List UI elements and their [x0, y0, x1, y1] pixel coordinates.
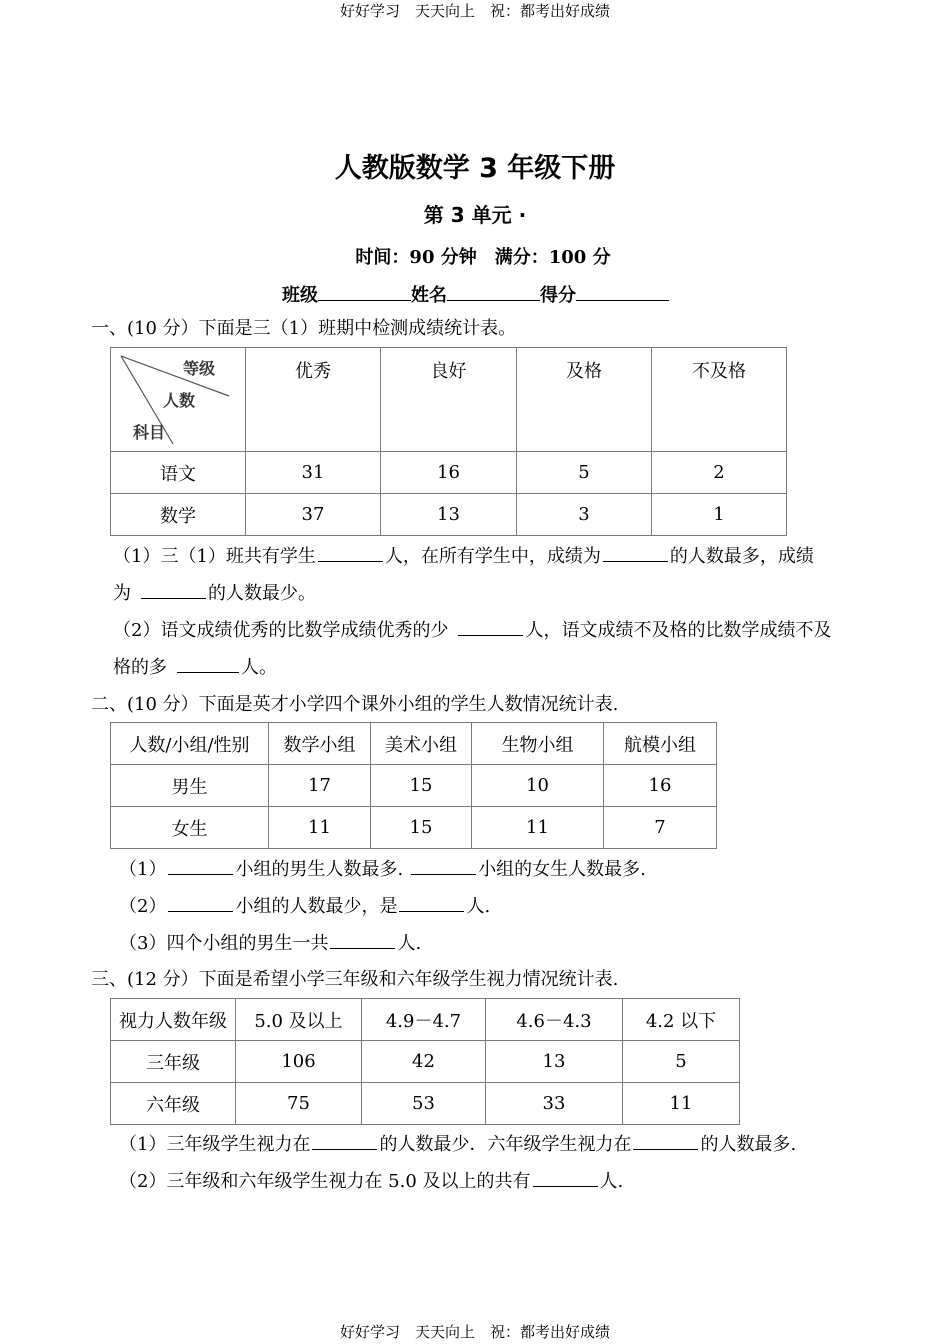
table-cell: 3 — [517, 494, 652, 536]
page-header: 好好学习 天天向上 祝：都考出好成绩 — [339, 2, 610, 20]
q2-sub3-text: 人. — [397, 933, 422, 954]
table-row — [111, 1041, 740, 1083]
q1-col-header: 优秀 — [246, 348, 381, 452]
answer-blank[interactable] — [141, 582, 206, 599]
table-cell: 11 — [623, 1083, 740, 1125]
answer-blank[interactable] — [411, 858, 476, 875]
q2-sub1 — [119, 858, 646, 881]
q2-sub2-text: 小组的人数最少，是 — [235, 896, 398, 917]
table-row — [111, 494, 787, 536]
q1-sub1-text: 的人数最少。 — [208, 583, 316, 604]
q3-sub1-text: 的人数最少．六年级学生视力在 — [379, 1134, 632, 1155]
row-label: 数学 — [111, 494, 246, 536]
row-label: 六年级 — [111, 1083, 236, 1125]
name-blank[interactable] — [447, 282, 540, 301]
answer-blank[interactable] — [330, 932, 395, 949]
row-label: 语文 — [111, 452, 246, 494]
q3-heading: 三、(12 分）下面是希望小学三年级和六年级学生视力情况统计表. — [91, 969, 619, 990]
q3-sub2-text: （2）三年级和六年级学生视力在 5.0 及以上的共有 — [119, 1171, 531, 1192]
answer-blank[interactable] — [533, 1170, 598, 1187]
row-label: 女生 — [111, 807, 269, 849]
answer-blank[interactable] — [399, 895, 464, 912]
corner-count-label: 人数 — [163, 391, 196, 410]
q3-col-header: 4.6－4.3 — [486, 999, 623, 1041]
q2-col-header: 航模小组 — [604, 723, 717, 765]
table-cell: 15 — [371, 765, 472, 807]
q1-sub1-line1 — [113, 545, 814, 568]
q1-heading: 一、(10 分）下面是三（1）班期中检测成绩统计表。 — [91, 318, 517, 339]
score-blank[interactable] — [576, 282, 669, 301]
q1-table — [110, 347, 787, 536]
q2-sub1-text: 小组的男生人数最多. — [235, 859, 404, 880]
row-label: 男生 — [111, 765, 269, 807]
answer-blank[interactable] — [458, 619, 523, 636]
q3-sub2 — [119, 1170, 623, 1193]
answer-blank[interactable] — [633, 1133, 698, 1150]
class-label: 班级 — [282, 285, 318, 306]
q2-sub1-text: 小组的女生人数最多. — [478, 859, 646, 880]
table-cell: 33 — [486, 1083, 623, 1125]
table-cell: 13 — [486, 1041, 623, 1083]
q2-sub3-text: （3）四个小组的男生一共 — [119, 933, 329, 954]
q2-col-header: 生物小组 — [472, 723, 604, 765]
table-cell: 75 — [236, 1083, 362, 1125]
table-cell: 5 — [517, 452, 652, 494]
q1-sub2-line1 — [113, 619, 831, 642]
row-label: 三年级 — [111, 1041, 236, 1083]
q2-sub2-text: （2） — [119, 896, 167, 917]
answer-blank[interactable] — [168, 858, 233, 875]
q1-sub1-line2 — [113, 582, 316, 605]
answer-blank[interactable] — [318, 545, 383, 562]
q2-col-header: 美术小组 — [371, 723, 472, 765]
student-info-line — [282, 281, 669, 307]
corner-subject-label: 科目 — [133, 423, 166, 442]
table-cell: 16 — [604, 765, 717, 807]
q2-sub2 — [119, 895, 490, 918]
answer-blank[interactable] — [168, 895, 233, 912]
table-row — [111, 807, 717, 849]
answer-blank[interactable] — [177, 656, 239, 673]
answer-blank[interactable] — [312, 1133, 377, 1150]
page-title: 人教版数学 3 年级下册 — [334, 153, 616, 184]
table-row — [111, 1083, 740, 1125]
q1-sub1-text: （1）三（1）班共有学生 — [113, 546, 316, 567]
q2-sub2-text: 人. — [466, 896, 491, 917]
unit-title: 第 3 单元 · — [423, 203, 527, 227]
q1-corner-cell — [111, 348, 246, 452]
q3-table — [110, 998, 740, 1125]
table-cell: 1 — [652, 494, 787, 536]
answer-blank[interactable] — [603, 545, 668, 562]
page-footer: 好好学习 天天向上 祝：都考出好成绩 — [339, 1323, 610, 1341]
name-label: 姓名 — [411, 285, 447, 306]
q1-sub1-text: 为 — [113, 583, 131, 604]
table-cell: 10 — [472, 765, 604, 807]
table-cell: 11 — [472, 807, 604, 849]
table-cell: 16 — [381, 452, 517, 494]
table-cell: 37 — [246, 494, 381, 536]
score-label: 得分 — [540, 285, 576, 306]
q3-sub1-text: 的人数最多. — [700, 1134, 797, 1155]
q2-col-header: 数学小组 — [269, 723, 371, 765]
table-cell: 5 — [623, 1041, 740, 1083]
table-cell: 15 — [371, 807, 472, 849]
table-row — [111, 765, 717, 807]
q2-col-header: 人数/小组/性别 — [111, 723, 269, 765]
time-score-line: 时间：90 分钟 满分：100 分 — [355, 247, 611, 268]
q3-sub2-text: 人. — [599, 1171, 624, 1192]
table-cell: 106 — [236, 1041, 362, 1083]
q1-sub2-line2 — [113, 656, 277, 679]
table-row — [111, 452, 787, 494]
q1-col-header: 不及格 — [652, 348, 787, 452]
class-blank[interactable] — [318, 282, 411, 301]
q1-sub2-text: 格的多 — [113, 657, 167, 678]
table-cell: 2 — [652, 452, 787, 494]
q2-heading: 二、(10 分）下面是英才小学四个课外小组的学生人数情况统计表. — [91, 694, 619, 715]
table-cell: 11 — [269, 807, 371, 849]
q3-col-header: 4.2 以下 — [623, 999, 740, 1041]
q3-col-header: 4.9－4.7 — [362, 999, 486, 1041]
table-cell: 17 — [269, 765, 371, 807]
table-cell: 53 — [362, 1083, 486, 1125]
q3-col-header: 5.0 及以上 — [236, 999, 362, 1041]
q2-table — [110, 722, 717, 849]
q1-sub2-text: 人。 — [241, 657, 277, 678]
q1-col-header: 及格 — [517, 348, 652, 452]
q3-sub1-text: （1）三年级学生视力在 — [119, 1134, 311, 1155]
q1-col-header: 良好 — [381, 348, 517, 452]
table-cell: 13 — [381, 494, 517, 536]
q3-sub1 — [119, 1133, 796, 1156]
q1-sub2-text: 人，语文成绩不及格的比数学成绩不及 — [525, 620, 832, 641]
q2-sub1-text: （1） — [119, 859, 167, 880]
corner-grade-label: 等级 — [183, 359, 216, 378]
table-cell: 7 — [604, 807, 717, 849]
table-cell: 31 — [246, 452, 381, 494]
table-cell: 42 — [362, 1041, 486, 1083]
q2-sub3 — [119, 932, 421, 955]
q1-sub2-text: （2）语文成绩优秀的比数学成绩优秀的少 — [113, 620, 449, 641]
q1-sub1-text: 人，在所有学生中，成绩为 — [384, 546, 601, 567]
q3-col-header: 视力人数年级 — [111, 999, 236, 1041]
q1-sub1-text: 的人数最多，成绩 — [669, 546, 814, 567]
